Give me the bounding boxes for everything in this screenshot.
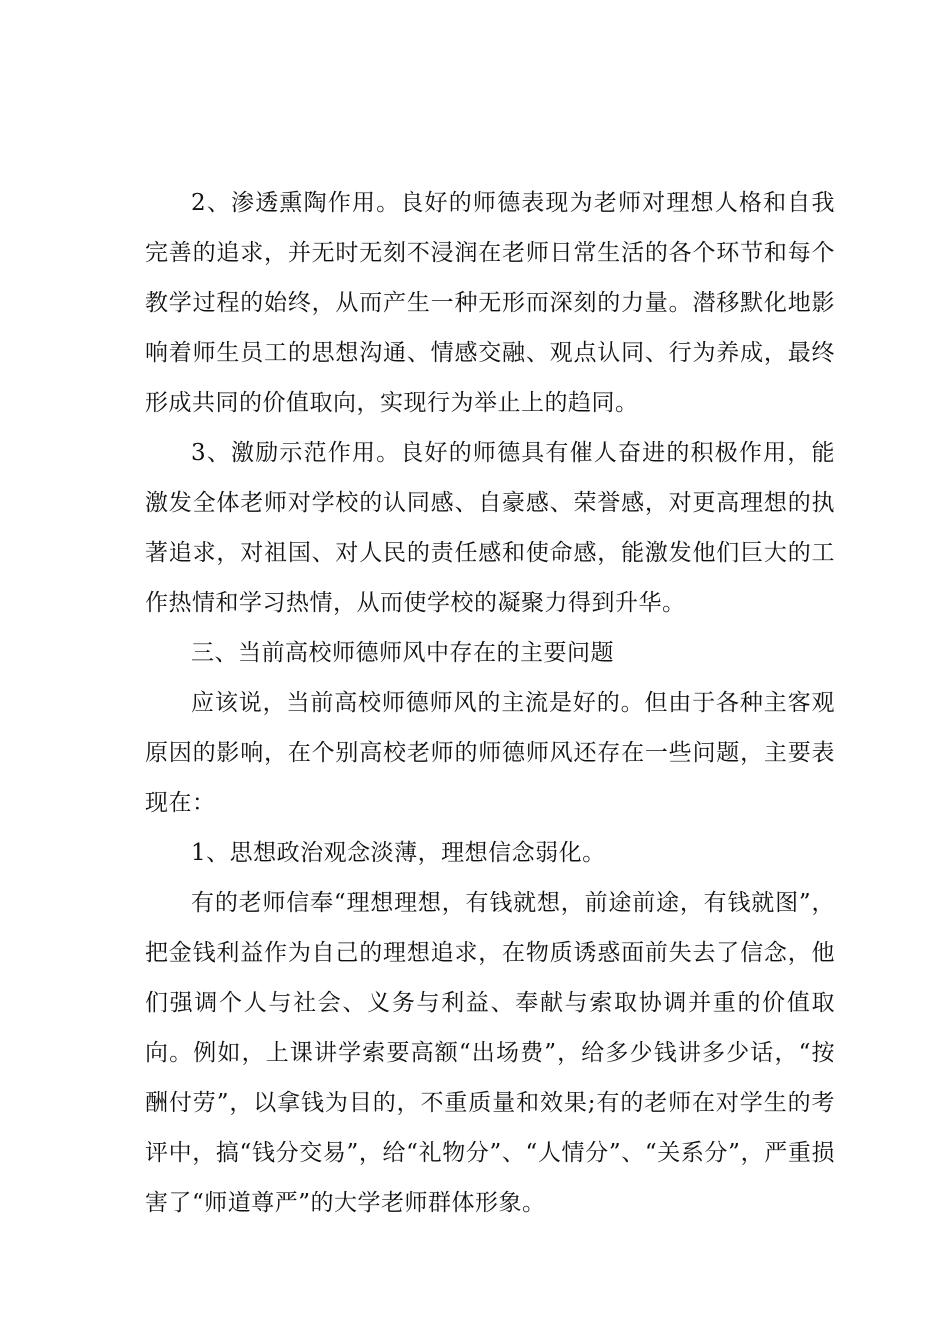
- section-heading-main-problems: 三、当前高校师德师风中存在的主要问题: [191, 640, 614, 666]
- paragraph-infiltration-effect: 2、渗透熏陶作用。良好的师德表现为老师对理想人格和自我完善的追求，并无时无刻不浸润在老师日常生活的各个环节和每个教学过程的始终，从而产生一种无形而深刻的力量。潜移默化地影响着师生员工的思想沟通、情感交融、观点认同、行为养成，最终形成共同的价值取向，实现行为举止上的趋同。: [145, 190, 835, 416]
- document-body: [145, 178, 835, 1228]
- paragraph-money-examples: 有的老师信奉“理想理想，有钱就想，前途前途，有钱就图”，把金钱利益作为自己的理想追求，在物质诱惑面前失去了信念，他们强调个人与社会、义务与利益、奉献与索取协调并重的价值取向。例如，上课讲学索要高额“出场费”，给多少钱讲多少话，“按酬付劳”，以拿钱为目的，不重质量和效果;有的老师在对学生的考评中，搞“钱分交易”，给“礼物分”、“人情分”、“关系分”，严重损害了“师道尊严”的大学老师群体形象。: [145, 890, 835, 1216]
- paragraph-motivation-effect: 3、激励示范作用。良好的师德具有催人奋进的积极作用，能激发全体老师对学校的认同感、自豪感、荣誉感，对更高理想的执著追求，对祖国、对人民的责任感和使命感，能激发他们巨大的工作热情和学习热情，从而使学校的凝聚力得到升华。: [145, 440, 835, 616]
- subheading-ideology-weak: 1、思想政治观念淡薄，理想信念弱化。: [191, 840, 606, 866]
- paragraph-intro-problems: 应该说，当前高校师德师风的主流是好的。但由于各种主客观原因的影响，在个别高校老师的师德师风还存在一些问题，主要表现在：: [145, 690, 835, 816]
